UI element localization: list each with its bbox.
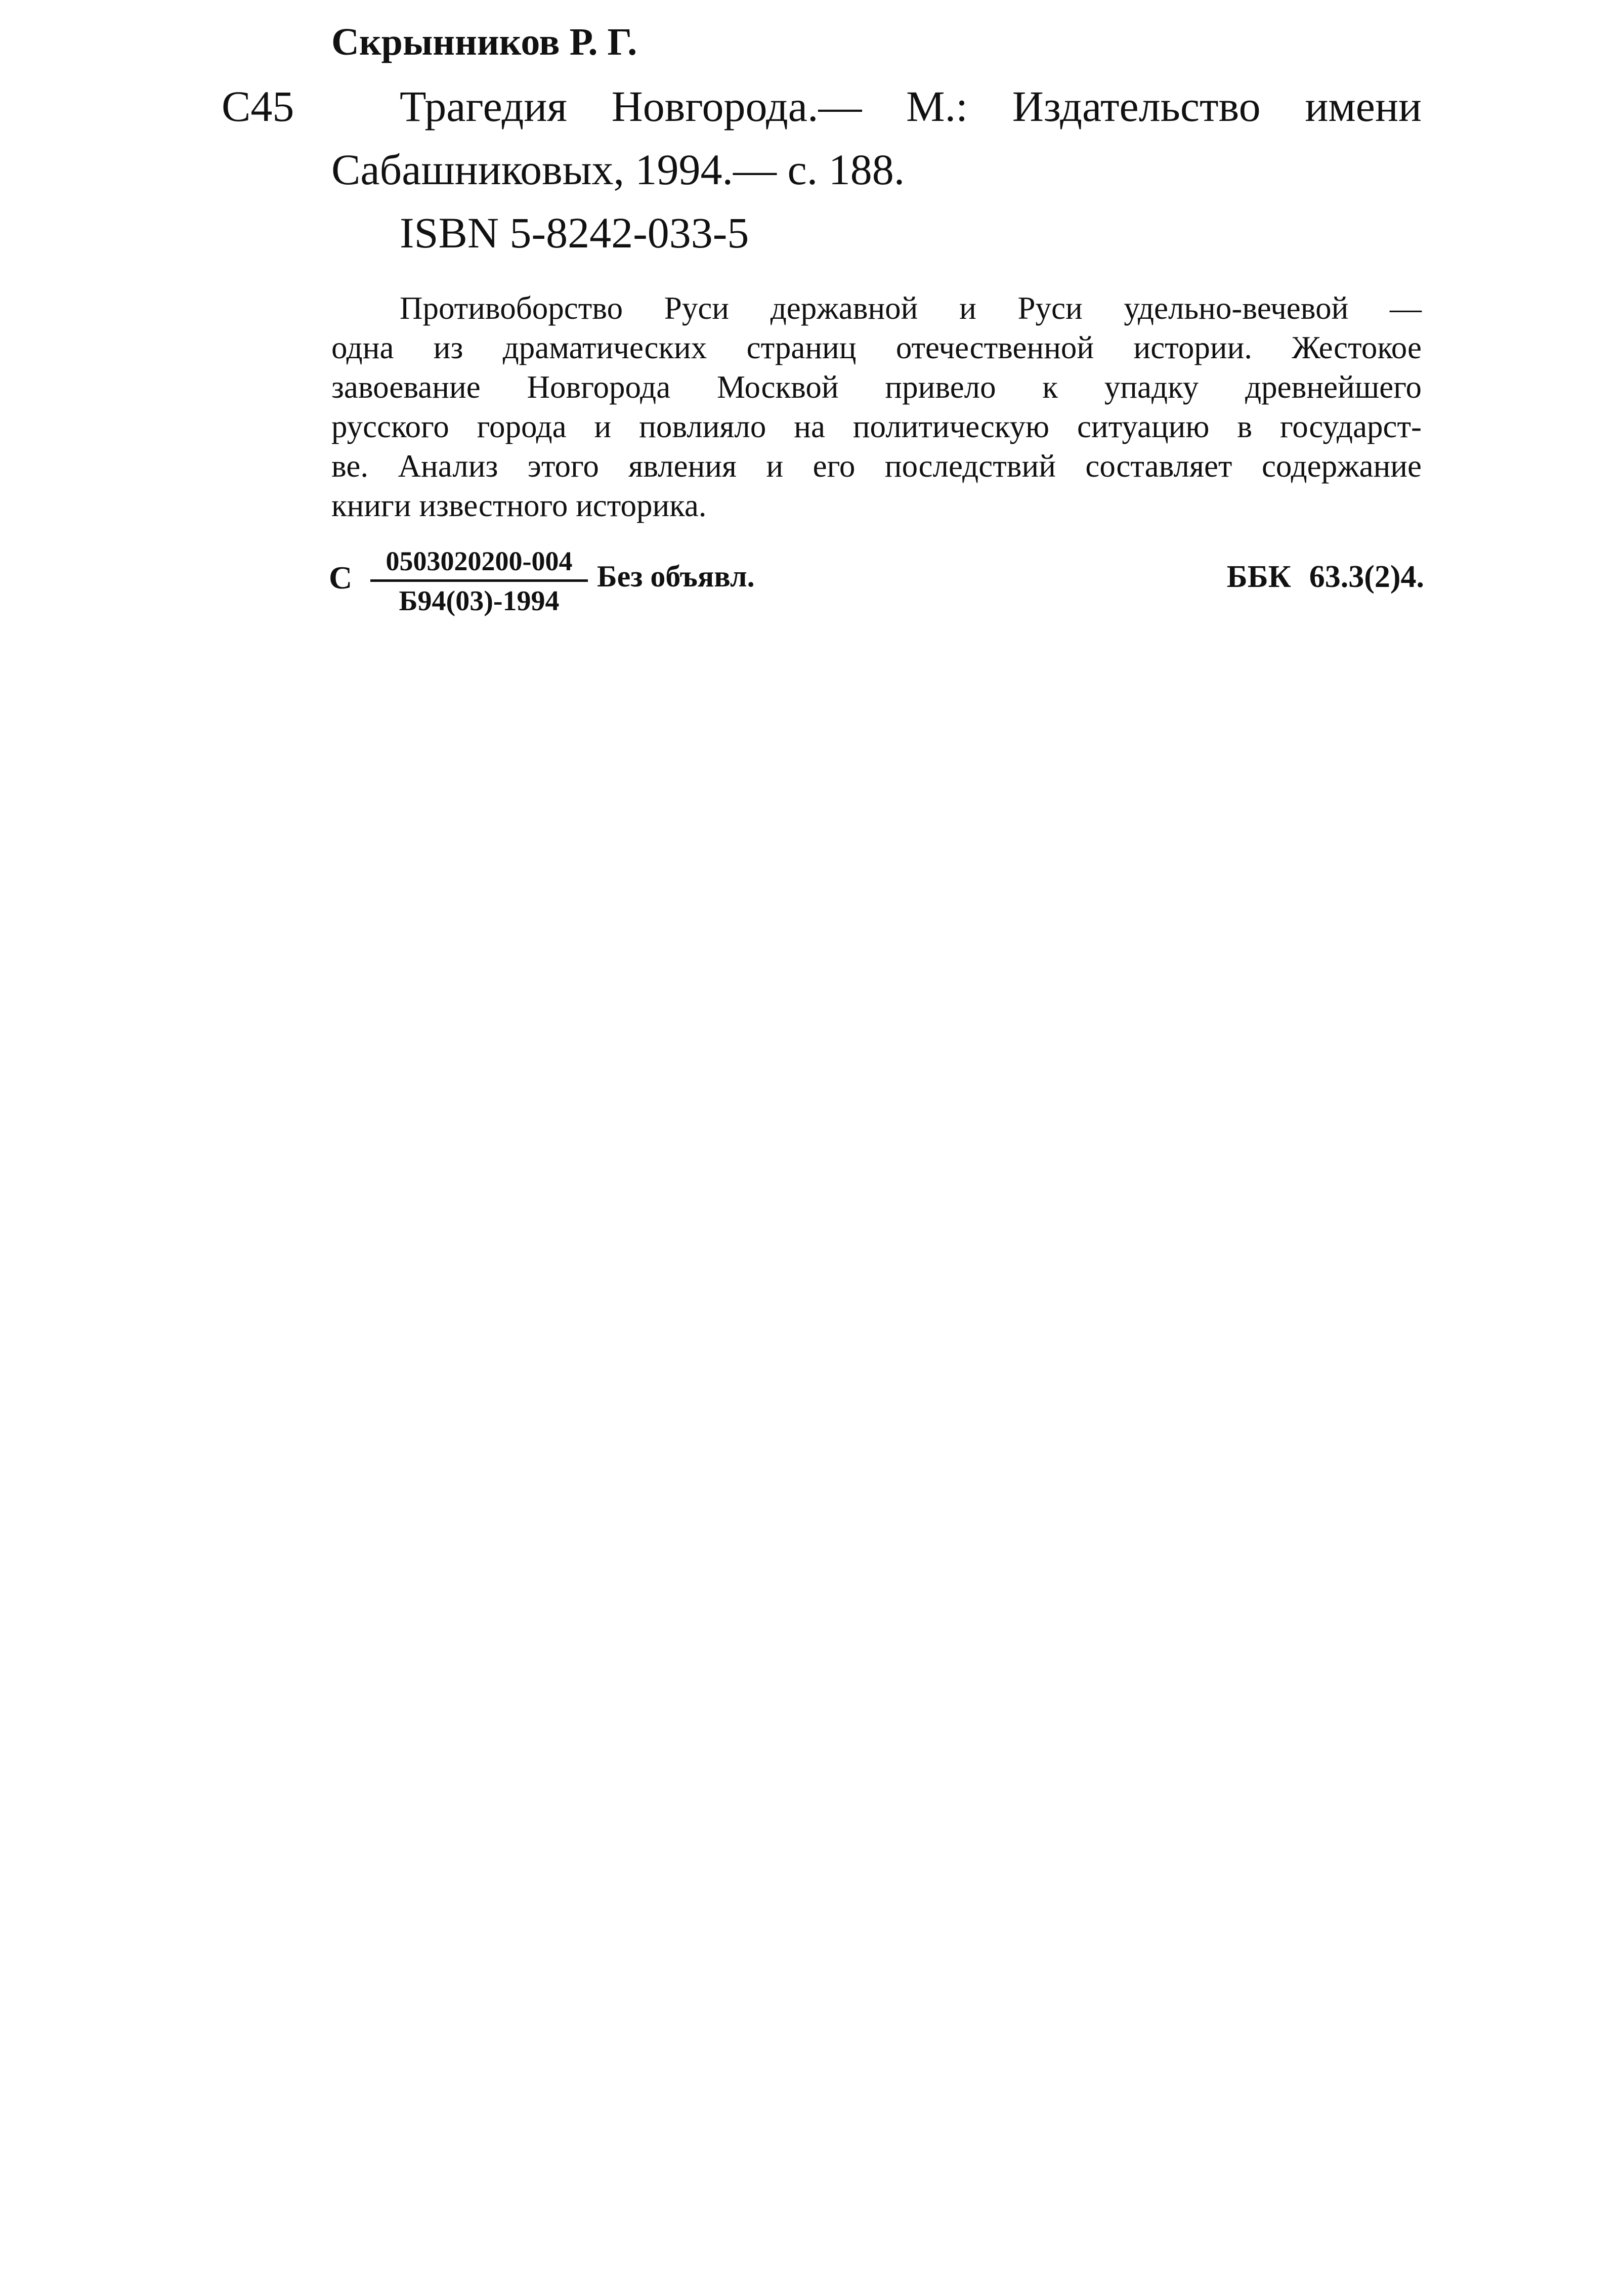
- title-line-1: Трагедия Новгорода.— М.: Издательство имени: [400, 82, 1422, 131]
- price-note: Без объявл.: [597, 560, 755, 593]
- annotation-line: завоевание Новгорода Москвой привело к упадку древнейшего: [331, 369, 1422, 405]
- bbk-label: ББК: [1226, 560, 1291, 594]
- isbn: ISBN 5-8242-033-5: [400, 208, 749, 257]
- annotation-line: Противоборство Руси державной и Руси удельно-вечевой —: [400, 290, 1422, 326]
- fraction-line: [370, 579, 588, 582]
- imprint-block: [329, 544, 1424, 625]
- author-name: Скрынников Р. Г.: [331, 21, 637, 63]
- annotation-line: одна из драматических страниц отечественной истории. Жестокое: [331, 330, 1422, 365]
- imprint-denominator: Б94(03)-1994: [399, 585, 560, 617]
- bbk-index: [1227, 559, 1424, 595]
- imprint-fraction: [370, 544, 588, 618]
- catalog-code: С45: [222, 82, 294, 131]
- bbk-value: 63.3(2)4.: [1309, 560, 1424, 594]
- annotation-line: книги известного историка.: [331, 488, 707, 523]
- annotation-line: русского города и повлияло на политическую ситуацию в государст-: [331, 409, 1422, 444]
- annotation-line: ве. Анализ этого явления и его последствий составляет содержание: [331, 448, 1422, 484]
- annotation: [331, 288, 1422, 525]
- title-line-2: Сабашниковых, 1994.— с. 188.: [331, 145, 905, 194]
- imprint-numerator: 0503020200-004: [386, 546, 573, 576]
- imprint-letter: С: [329, 560, 353, 596]
